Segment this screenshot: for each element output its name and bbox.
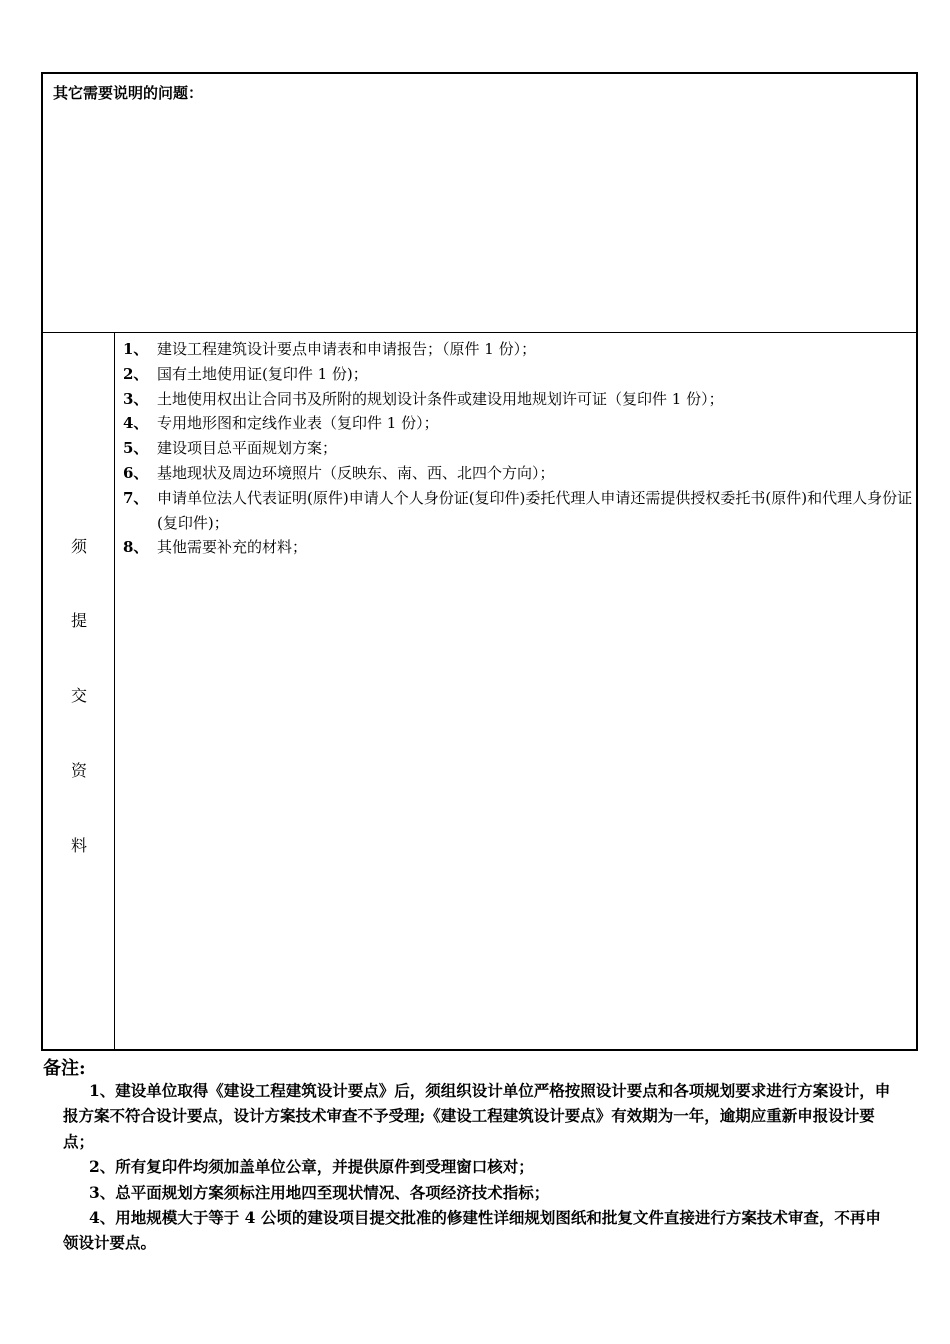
list-item xyxy=(123,362,913,387)
item-number: 8、 xyxy=(123,538,149,557)
application-form-table xyxy=(41,72,918,1051)
note-item: 3、总平面规划方案须标注用地四至现状情况、各项经济技术指标； xyxy=(89,1182,550,1202)
side-label-char: 须 xyxy=(70,537,87,556)
item-number: 4、 xyxy=(123,414,149,433)
required-materials-list xyxy=(123,337,913,560)
item-number: 5、 xyxy=(123,439,149,458)
item-number: 2、 xyxy=(123,364,149,383)
note-item: 4、用地规模大于等于 4 公顷的建设项目提交批准的修建性详细规划图纸和批复文件直接进行方案技术审查，不再申领设计要点。 xyxy=(63,1208,881,1253)
other-issues-label: 其它需要说明的问题： xyxy=(53,84,204,102)
note-item: 1、建设单位取得《建设工程建筑设计要点》后，须组织设计单位严格按照设计要点和各项规划要求进行方案设计，申报方案不符合设计要点，设计方案技术审查不予受理;《建设工程建筑设计要点》有效期为一年，逾期应重新申报设计要点； xyxy=(63,1081,891,1151)
list-item xyxy=(123,387,913,412)
other-issues-section xyxy=(43,74,916,333)
notes-list xyxy=(63,1078,893,1256)
list-item xyxy=(123,411,913,436)
required-materials-section xyxy=(43,333,916,1051)
note-item: 2、所有复印件均须加盖单位公章，并提供原件到受理窗口核对； xyxy=(89,1157,534,1177)
notes-title: 备注: xyxy=(43,1058,86,1079)
required-materials-side-label xyxy=(43,333,115,1051)
item-text: 基地现状及周边环境照片（反映东、南、西、北四个方向）； xyxy=(157,463,555,482)
side-label-char: 交 xyxy=(70,686,87,705)
item-number: 7、 xyxy=(123,488,149,507)
item-text: 其他需要补充的材料； xyxy=(157,538,308,557)
item-text: 申请单位法人代表证明(原件)申请人个人身份证(复印件)委托代理人申请还需提供授权委托书(原件)和代理人身份证(复印件)； xyxy=(157,488,913,532)
list-item xyxy=(123,486,913,536)
item-text: 土地使用权出让合同书及所附的规划设计条件或建设用地规划许可证（复印件 1 份）； xyxy=(157,389,724,408)
item-number: 1、 xyxy=(123,340,149,358)
side-label-char: 提 xyxy=(70,611,87,630)
item-number: 6、 xyxy=(123,463,149,482)
side-label-char: 资 xyxy=(70,761,87,780)
item-text: 国有土地使用证(复印件 1 份)； xyxy=(157,364,368,383)
item-text: 建设项目总平面规划方案； xyxy=(157,439,338,458)
list-item xyxy=(123,461,913,486)
item-number: 3、 xyxy=(123,389,149,408)
item-text: 专用地形图和定线作业表（复印件 1 份）； xyxy=(157,414,439,433)
side-label-char: 料 xyxy=(70,836,87,855)
item-text: 建设工程建筑设计要点申请表和申请报告；（原件 1 份）； xyxy=(157,340,537,358)
list-item xyxy=(123,436,913,461)
list-item xyxy=(123,535,913,560)
list-item xyxy=(123,337,913,362)
